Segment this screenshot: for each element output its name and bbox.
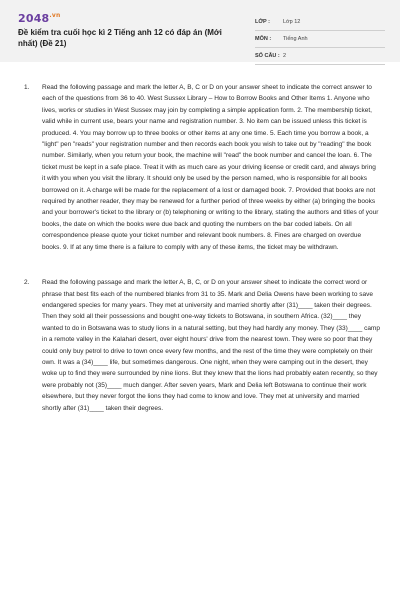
- question-number: 2.: [24, 279, 30, 287]
- meta-row-class: [255, 14, 385, 31]
- question-text: Read the following passage and mark the letter A, B, C, or D on your answer sheet to indicate the correct word or phrase that best fits each of the numbered blanks from 31 to 35. Mark and Delia Owens have been working to save endangered species for many years. They met at university and married shortly after (31)____ taken their degrees. Then they sold all their possessions and bought one-way tickets to Botswana, in southern Africa. (32)____ they wanted to do in Botswana was to study lions in a natural setting, but they had hardly any money. They (33)____ camp in a remote valley in the Kalahari desert, over eight hours' drive from the nearest town. They were so poor that they could only buy petrol to drive to town once every few months, and the rest of the time they were completely on their own. It was a (34)____ life, but sometimes dangerous. One night, when they were camping out in the desert, they woke up to find they were surrounded by nine lions. But they knew that the lions had probably eaten recently, so they were probably not (35)____ much danger. After seven years, Mark and Delia left Botswana to continue their work elsewhere, but they never forgot the lions they had come to know and love. They met at university and married shortly after (31)____ taken their degrees.: [42, 279, 380, 412]
- document-title: Đề kiểm tra cuối học kì 2 Tiếng anh 12 có đáp án (Mới nhất) (Đề 21): [18, 28, 222, 48]
- question-text: Read the following passage and mark the letter A, B, C or D on your answer sheet to indicate the correct answer to each of the questions from 36 to 40. West Sussex Library – How to Borrow Books and Other Items 1. Anyone who lives, works or studies in West Sussex may join by completing a simple application form. 2. The membership ticket, valid while in current use, bears your name and registration number. 3. No item can be issued unless this ticket is produced. 4. You may borrow up to three books or other items at any one time. 5. Each time you borrow a book, a "light" pen "reads" your registration number and then records each book you wish to take out by "reading" the book number. Similarly, when you return your book, the machine will "read" the book number and cancel the loan. 6. The ticket must be kept in a safe place. Treat it with as much care as your driving license or credit card, and always bring it with you when you visit the library. It should only be used by the person named, who is responsible for all books borrowed on it. A charge will be made for the replacement of a lost or damaged book. 7. Provided that books are not required by another reader, they may be renewed for a further period of three weeks by either (a) bringing the books and your borrower's ticket to the library or (b) telephoning or writing to the library, stating the authors and titles of your books, the date on which the books were due back and quoting the numbers on the bar coded labels. On all correspondence please quote your ticket number and relevant book numbers. 8. Fines are charged on overdue books. 9. If at any time there is a failure to comply with any of these items, the ticket may be withdrawn.: [42, 84, 379, 251]
- meta-row-question-count: [255, 48, 385, 65]
- meta-info-panel: [255, 14, 385, 65]
- meta-value: 2: [283, 53, 287, 59]
- question-item: [24, 277, 380, 414]
- questions-list: [24, 82, 380, 414]
- meta-label: MÔN :: [255, 36, 272, 42]
- question-number: 1.: [24, 84, 30, 91]
- logo-main-text: 2048: [18, 12, 50, 25]
- question-item: [24, 82, 380, 253]
- meta-label: LỚP :: [255, 19, 270, 25]
- meta-value: Tiếng Anh: [283, 36, 308, 42]
- header-bar: [0, 0, 400, 62]
- meta-value: Lớp 12: [283, 19, 301, 25]
- site-logo[interactable]: [18, 12, 60, 25]
- meta-label: SỐ CÂU :: [255, 53, 280, 59]
- logo-suffix-text: .vn: [49, 12, 61, 19]
- meta-row-subject: [255, 31, 385, 48]
